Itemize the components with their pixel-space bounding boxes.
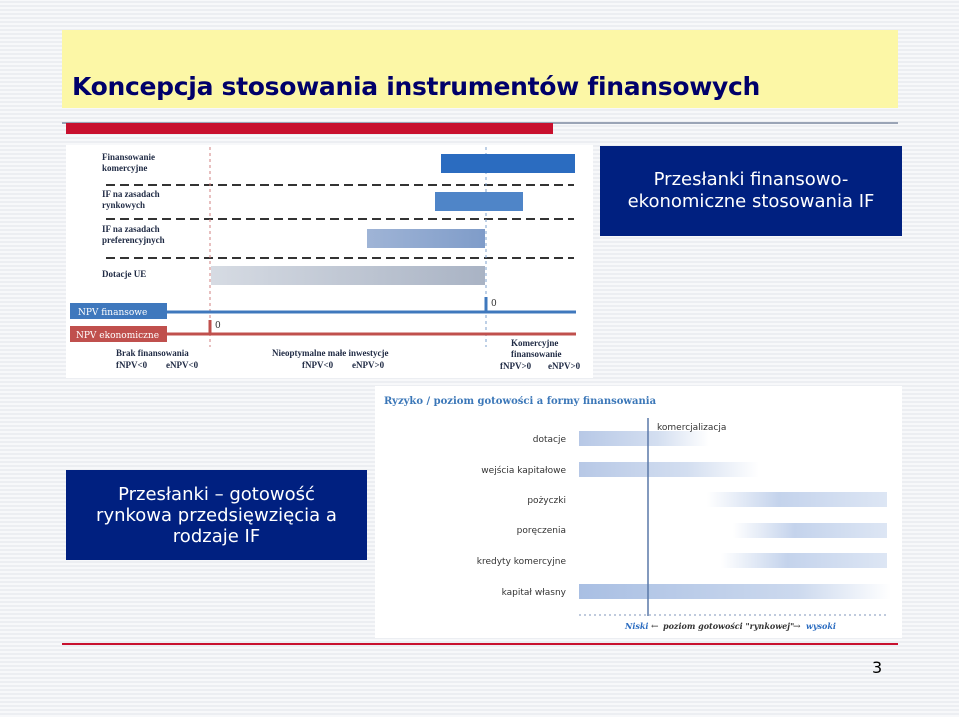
zone-brak-cond1: fNPV<0	[116, 360, 148, 370]
slide-title: Koncepcja stosowania instrumentów finansowych	[72, 72, 761, 101]
axis-mid: poziom gotowości "rynkowej"	[663, 621, 795, 631]
zone-komercyjne-1: Komercyjne	[511, 338, 559, 348]
npv-eko-label: NPV ekonomiczne	[76, 331, 160, 341]
bottom-rule	[62, 643, 898, 645]
bar-dotacje	[211, 266, 485, 285]
bar-pozyczki	[707, 492, 887, 507]
npv-fin-label: NPV finansowe	[78, 308, 148, 318]
zone-brak-finansowania: Brak finansowania	[116, 348, 189, 358]
zone-komercyjne-cond2: eNPV>0	[548, 361, 581, 371]
figure-gotowosc	[375, 386, 902, 638]
npv-fin-zero: 0	[491, 299, 497, 309]
row-label-pozyczki: pożyczki	[527, 496, 566, 506]
box-top-text: Przesłanki finansowo- ekonomiczne stosowania IF	[627, 169, 875, 212]
zone-nieoptymalne-cond2: eNPV>0	[352, 360, 385, 370]
bar-fin-komercyjne	[441, 154, 575, 173]
bar-kapital	[579, 584, 891, 599]
axis-high: wysoki	[806, 621, 836, 631]
figure-npv-panel	[66, 145, 593, 378]
figure-npv	[66, 145, 593, 378]
row-label-dotacje: Dotacje UE	[102, 269, 147, 279]
row-label-kapital: kapitał własny	[501, 588, 566, 598]
bar-if-pref	[367, 229, 485, 248]
figure-gotowosc-panel	[375, 386, 902, 638]
axis-low: Niski	[625, 621, 649, 631]
row-label-poreczenia: poręczenia	[516, 526, 566, 536]
zone-nieoptymalne-cond1: fNPV<0	[302, 360, 334, 370]
zone-brak-cond2: eNPV<0	[166, 360, 199, 370]
box-gotowosc-rynkowa	[66, 470, 367, 560]
row-label-if-pref-1: IF na zasadach	[102, 224, 160, 234]
bar-dotacje	[579, 431, 709, 446]
box-bottom-text: Przesłanki – gotowość rynkowa przedsięwzięcia a rodzaje IF	[96, 483, 337, 547]
title-red-bar	[66, 123, 553, 134]
row-label-fin-komercyjne-2: komercyjne	[102, 163, 148, 173]
box-finansowo-ekonomiczne	[600, 146, 902, 236]
axis-arrow-right: →	[793, 622, 801, 632]
zone-komercyjne-2: finansowanie	[511, 349, 562, 359]
bar-kredyty	[721, 553, 887, 568]
komercjalizacja-label: komercjalizacja	[657, 423, 727, 433]
row-label-if-rynkowe-2: rynkowych	[102, 200, 146, 210]
figure2-title: Ryzyko / poziom gotowości a formy finansowania	[384, 396, 657, 407]
row-label-dotacje: dotacje	[532, 435, 566, 445]
npv-eko-zero: 0	[215, 321, 221, 331]
zone-komercyjne-cond1: fNPV>0	[500, 361, 532, 371]
bar-wejscia	[579, 462, 759, 477]
axis-arrow-left: ←	[651, 622, 659, 632]
row-label-fin-komercyjne-1: Finansowanie	[102, 152, 156, 162]
zone-nieoptymalne: Nieoptymalne małe inwestycje	[272, 348, 389, 358]
row-label-if-rynkowe-1: IF na zasadach	[102, 189, 160, 199]
bar-if-rynkowe	[435, 192, 523, 211]
page-number: 3	[872, 658, 883, 677]
row-label-kredyty: kredyty komercyjne	[476, 557, 566, 567]
row-label-wejscia: wejścia kapitałowe	[481, 466, 566, 476]
row-label-if-pref-2: preferencyjnych	[102, 235, 165, 245]
bar-poreczenia	[733, 523, 887, 538]
